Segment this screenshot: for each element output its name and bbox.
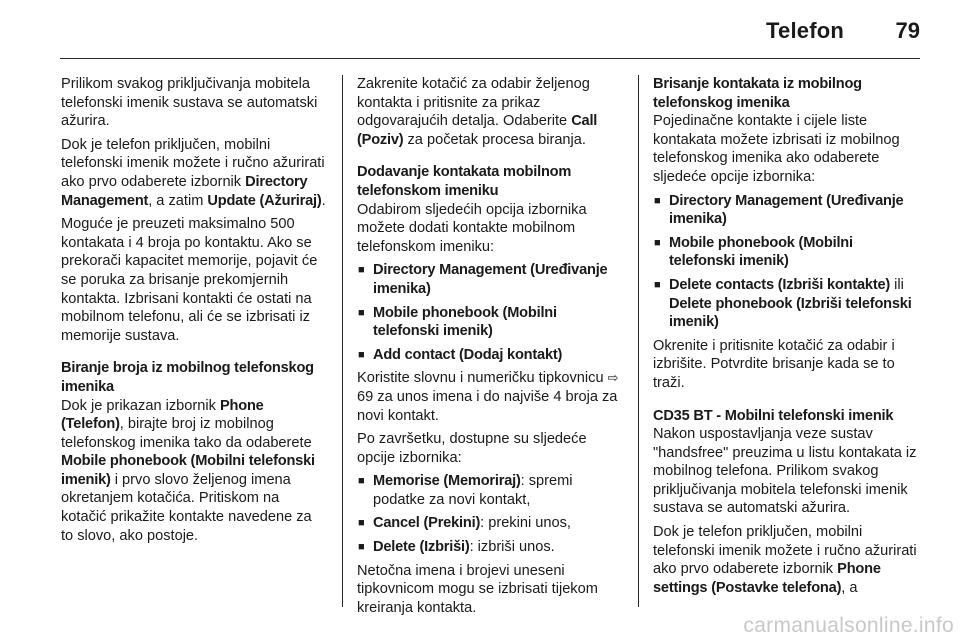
text: Zakrenite kotačić za odabir željenog kontakta i pritisnite za prikaz odgovarajućih detalja. Odaberite [357,76,590,130]
paragraph [357,75,623,149]
watermark: carmanualsonline.info [743,614,954,637]
text: , a [841,579,858,596]
paragraph: Odabirom sljedećih opcija izbornika možete dodati kontakte mobilnom telefonskom imeniku: [357,201,587,255]
paragraph [357,369,623,425]
paragraph: Netočna imena i brojevi uneseni tipkovnicom mogu se izbrisati tijekom kreiranja kontakta. [357,562,598,616]
paragraph: Prilikom svakog priključivanja mobitela telefonski imenik sustava se automatski ažurira. [61,76,318,130]
text: Koristite slovnu i numeričku tipkovnicu [357,370,608,387]
text: Dok je telefon priključen, mobilni telefonski imenik možete i ručno ažurirati ako prvo odaberete izbornik [61,136,325,190]
menu-term: Call (Poziv) [357,113,598,148]
text: 69 za unos imena i do najviše 4 broja za novi kontakt. [357,388,618,424]
menu-term: Mobile phonebook (Mobilni telefonski imenik) [669,234,853,270]
text: za početak procesa biranja. [403,131,586,148]
column-1 [61,75,327,550]
text: : izbriši unos. [469,539,555,556]
list-item [357,538,623,557]
paragraph [61,397,327,546]
menu-term: Add contact (Dodaj kontakt) [373,346,563,363]
column-divider-2 [638,75,639,607]
header-rule [60,58,920,59]
menu-term: Directory Management [61,173,308,209]
paragraph: Pojedinačne kontakte i cijele liste kontakata možete izbrisati iz mobilnog telefonskog imenika ako odaberete sljedeće opcije izbornika: [653,113,900,185]
section-heading: Brisanje kontakata iz mobilnog telefonskog imenika [653,76,862,111]
text: Dok je telefon priključen, mobilni telefonski imenik možete i ručno ažurirati ako prvo odaberete izbornik [653,524,917,578]
text: Dok je prikazan izbornik [61,397,220,414]
menu-term: Directory Management (Uređivanje imenika) [373,262,608,297]
section-heading: CD35 BT - Mobilni telefonski imenik [653,407,894,424]
paragraph [61,136,327,210]
paragraph: Nakon uspostavljanja veze sustav "handsfree" preuzima u listu kontakata iz mobilnog telefona. Prilikom svakog priključivanja mobitela telefonski imenik sustava se automatski ažurira. [653,426,917,517]
menu-term: Phone (Telefon) [61,397,264,433]
paragraph [653,523,921,597]
paragraph: Moguće je preuzeti maksimalno 500 kontakata i 4 broja po kontaktu. Ako se prekorači kapacitet memorije, pojavit će se poruka za brisanje prekomjernih kontakta. Izbrisani kontakti će ostati na mobilnom telefonu, ali će se izbrisati iz memorije sustava. [61,216,318,344]
text: ili [890,276,904,293]
menu-term: Memorise (Memoriraj) [373,473,521,490]
text: : prekini unos, [480,515,571,532]
section-heading: Biranje broja iz mobilnog telefonskog imenika [61,360,314,395]
menu-term: Update (Ažuriraj) [207,192,322,209]
bullet-list [357,472,623,556]
page-header [0,0,960,60]
bullet-list [653,192,921,332]
text: : spremi podatke za novi kontakt, [373,473,573,508]
list-item [357,261,623,298]
menu-term: Phone settings (Postavke telefona) [653,561,881,596]
page-title: Telefon [766,18,844,43]
list-item [357,472,623,509]
menu-term: Mobile phonebook (Mobilni telefonski imenik) [373,304,557,340]
menu-term: Delete (Izbriši) [373,539,470,556]
column-2 [357,75,623,622]
menu-term: Mobile phonebook (Mobilni telefonski imenik) [61,453,315,488]
reference-arrow-icon: ⇨ [607,370,619,386]
text: i prvo slovo željenog imena okretanjem kotačića. Pritiskom na kotačić prikažite kontakte navedene za to slovo, ako postoje. [61,471,312,544]
text: , birajte broj iz mobilnog telefonskog imenika tako da odaberete [61,416,312,451]
bullet-list [357,261,623,364]
list-item [357,514,623,533]
paragraph: Po završetku, dostupne su sljedeće opcije izbornika: [357,431,587,466]
list-item [357,304,623,341]
menu-term: Cancel (Prekini) [373,515,481,532]
column-3 [653,75,921,602]
menu-term: Directory Management (Uređivanje imenika) [669,192,904,228]
column-divider-1 [342,75,343,607]
page-number: 79 [895,18,920,43]
list-item [357,346,623,365]
text: . [321,192,326,209]
menu-term: Delete contacts (Izbriši kontakte) [669,276,891,293]
list-item [653,234,921,271]
menu-term: Delete phonebook (Izbriši telefonski imenik) [669,295,912,331]
list-item [653,192,921,229]
paragraph: Okrenite i pritisnite kotačić za odabir i izbrišite. Potvrdite brisanje kada se to traži. [653,337,895,391]
section-heading: Dodavanje kontakata mobilnom telefonskom imeniku [357,164,572,199]
text: , a zatim [148,192,208,209]
list-item [653,276,921,332]
